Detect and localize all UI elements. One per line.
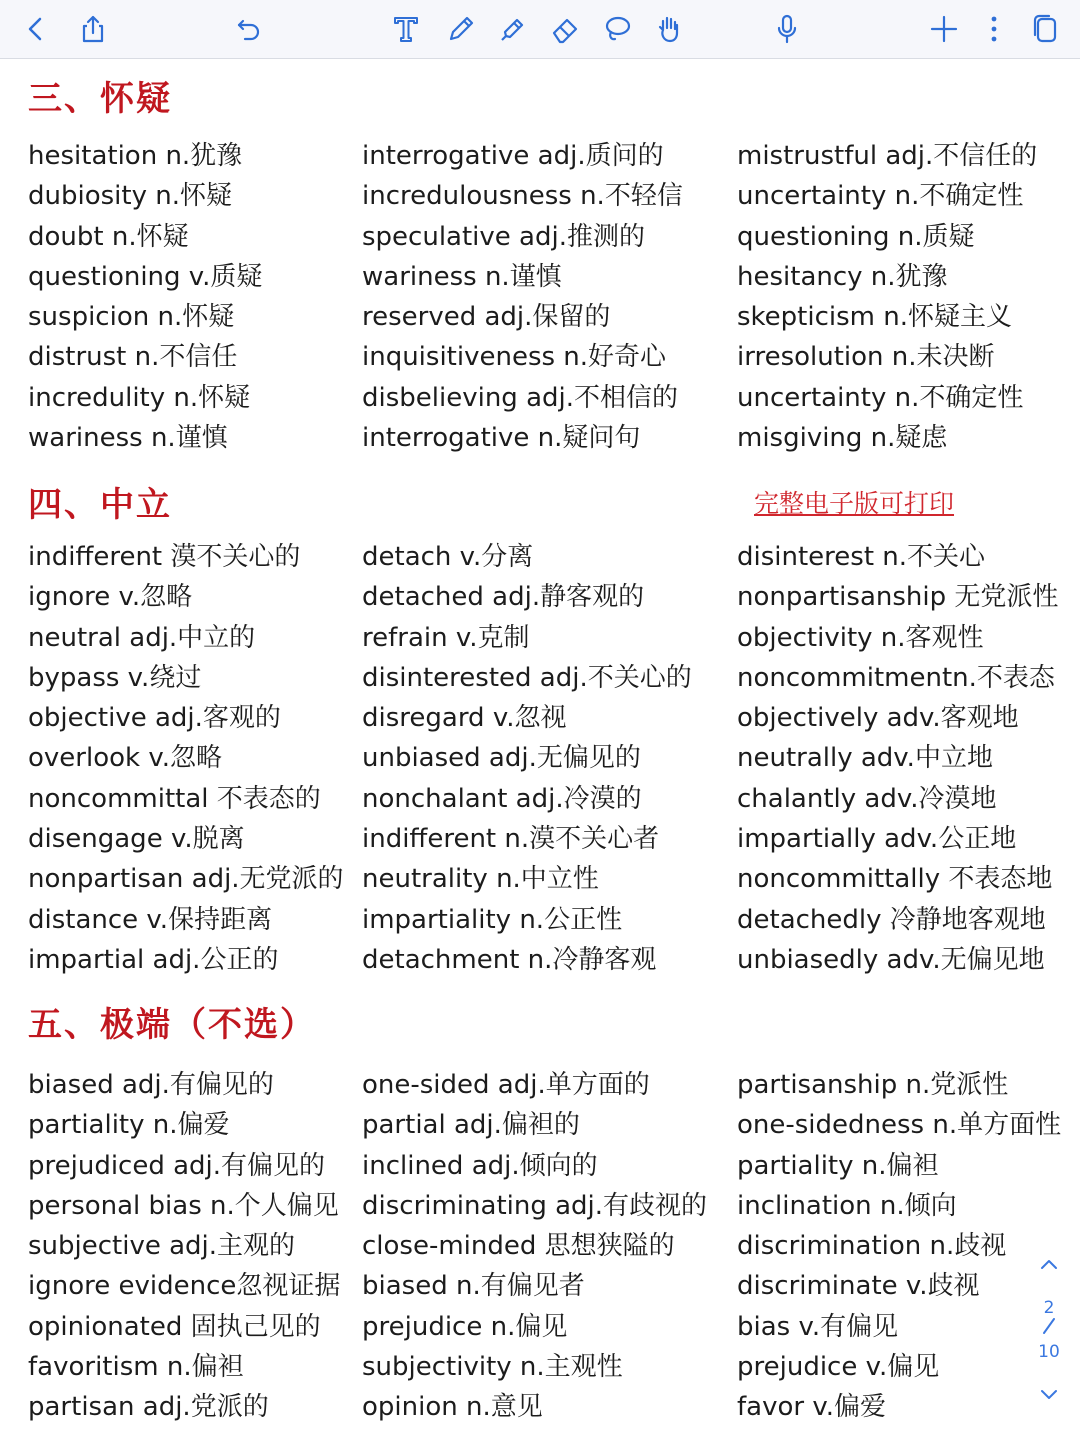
section-doubt-column-3 xyxy=(737,136,1072,458)
vocab-entry: disinterest n.不关心 xyxy=(737,542,986,572)
vocab-entry: objective adj.客观的 xyxy=(28,703,281,734)
vocab-entry: bias v.有偏见 xyxy=(737,1311,899,1342)
vocab-entry: discrimination n.歧视 xyxy=(737,1231,1007,1262)
vocab-entry: questioning v.质疑 xyxy=(28,261,263,292)
page-down-icon[interactable] xyxy=(1035,1385,1063,1405)
page-separator xyxy=(1039,1316,1059,1336)
more-icon[interactable] xyxy=(975,10,1013,48)
section-title-doubt: 三、怀疑 xyxy=(28,79,172,119)
vocab-entry: overlook v.忽略 xyxy=(28,743,222,774)
vocab-entry: noncommittal 不表态的 xyxy=(28,783,321,814)
vocab-entry: favoritism n.偏袒 xyxy=(28,1352,244,1383)
vocab-entry: personal bias n.个人偏见 xyxy=(28,1190,339,1221)
share-icon[interactable] xyxy=(74,10,112,48)
vocab-entry: wariness n.谨慎 xyxy=(362,261,562,292)
vocab-entry: dubiosity n.怀疑 xyxy=(28,181,232,212)
vocab-entry: suspicion n.怀疑 xyxy=(28,302,235,333)
vocab-entry: irresolution n.未决断 xyxy=(737,342,995,373)
vocab-entry: disinterested adj.不关心的 xyxy=(362,662,692,693)
vocab-entry: partiality n.偏袒 xyxy=(737,1150,939,1181)
vocab-entry: close-minded 思想狭隘的 xyxy=(362,1231,675,1262)
vocab-entry: neutral adj.中立的 xyxy=(28,622,256,653)
vocab-entry: disregard v.忽视 xyxy=(362,703,567,734)
eraser-icon[interactable] xyxy=(546,10,584,48)
vocab-entry: nonpartisanship 无党派性 xyxy=(737,582,1059,613)
hand-icon[interactable] xyxy=(650,10,688,48)
vocab-entry: prejudiced adj.有偏见的 xyxy=(28,1150,326,1181)
vocab-entry: unbiased adj.无偏见的 xyxy=(362,743,641,774)
pages-icon[interactable] xyxy=(1026,10,1064,48)
vocab-entry: unbiasedly adv.无偏见地 xyxy=(737,944,1045,975)
vocab-entry: detachedly 冷静地客观地 xyxy=(737,904,1046,935)
vocab-entry: detach v.分离 xyxy=(362,542,534,572)
vocab-entry: hesitancy n.犹豫 xyxy=(737,261,948,292)
vocab-entry: detached adj.静客观的 xyxy=(362,582,645,613)
total-pages-number: 10 xyxy=(1038,1342,1060,1362)
vocab-entry: neutrality n.中立性 xyxy=(362,864,599,895)
print-version-link[interactable]: 完整电子版可打印 xyxy=(754,489,955,518)
vocab-entry: one-sided adj.单方面的 xyxy=(362,1070,650,1100)
vocab-entry: refrain v.克制 xyxy=(362,622,530,653)
section-title-neutral: 四、中立 xyxy=(28,485,172,525)
vocab-entry: impartiality n.公正性 xyxy=(362,904,623,935)
vocab-entry: speculative adj.推测的 xyxy=(362,221,645,252)
vocab-entry: disengage v.脱离 xyxy=(28,824,245,855)
vocab-entry: subjective adj.主观的 xyxy=(28,1231,296,1262)
vocab-entry: objectivity n.客观性 xyxy=(737,622,984,653)
vocab-entry: inquisitiveness n.好奇心 xyxy=(362,342,667,373)
vocab-entry: interrogative adj.质问的 xyxy=(362,141,664,171)
vocab-entry: indifferent n.漠不关心者 xyxy=(362,824,660,855)
vocab-entry: inclined adj.倾向的 xyxy=(362,1150,598,1181)
vocab-entry: hesitation n.犹豫 xyxy=(28,141,243,171)
vocab-entry: nonchalant adj.冷漠的 xyxy=(362,783,642,814)
vocab-entry: one-sidedness n.单方面性 xyxy=(737,1110,1062,1141)
section-extreme-column-3 xyxy=(737,1065,1072,1428)
vocab-entry: incredulity n.怀疑 xyxy=(28,382,251,413)
vocab-entry: disbelieving adj.不相信的 xyxy=(362,382,678,413)
vocab-entry: detachment n.冷静客观 xyxy=(362,944,657,975)
highlighter-icon[interactable] xyxy=(494,10,532,48)
vocab-entry: questioning n.质疑 xyxy=(737,221,975,252)
vocab-entry: ignore evidence忽视证据 xyxy=(28,1271,341,1302)
vocab-entry: partisan adj.党派的 xyxy=(28,1392,269,1423)
vocab-entry: uncertainty n.不确定性 xyxy=(737,181,1024,212)
page-up-icon[interactable] xyxy=(1035,1254,1063,1274)
vocab-entry: chalantly adv.冷漠地 xyxy=(737,783,997,814)
section-doubt-column-2 xyxy=(362,136,707,458)
pen-icon[interactable] xyxy=(442,10,480,48)
vocab-entry: ignore v.忽略 xyxy=(28,582,193,613)
vocab-entry: opinion n.意见 xyxy=(362,1392,543,1423)
vocab-entry: incredulousness n.不轻信 xyxy=(362,181,683,212)
vocab-entry: favor v.偏爱 xyxy=(737,1392,886,1423)
document-page xyxy=(0,59,1080,1440)
section-neutral-column-1 xyxy=(28,537,373,980)
microphone-icon[interactable] xyxy=(768,10,806,48)
vocab-entry: distance v.保持距离 xyxy=(28,904,273,935)
vocab-entry: neutrally adv.中立地 xyxy=(737,743,993,774)
vocab-entry: distrust n.不信任 xyxy=(28,342,238,373)
section-doubt-column-1 xyxy=(28,136,373,458)
vocab-entry: opinionated 固执己见的 xyxy=(28,1311,321,1342)
toolbar xyxy=(0,0,1080,59)
vocab-entry: impartially adv.公正地 xyxy=(737,824,1017,855)
vocab-entry: indifferent 漠不关心的 xyxy=(28,542,301,572)
vocab-entry: misgiving n.疑虑 xyxy=(737,423,948,454)
undo-icon[interactable] xyxy=(230,10,268,48)
vocab-entry: partial adj.偏袒的 xyxy=(362,1110,580,1141)
vocab-entry: discriminate v.歧视 xyxy=(737,1271,980,1302)
section-title-extreme: 五、极端（不选） xyxy=(28,1005,316,1045)
vocab-entry: prejudice v.偏见 xyxy=(737,1352,940,1383)
page-navigator xyxy=(1028,1250,1070,1410)
add-page-icon[interactable] xyxy=(925,10,963,48)
vocab-entry: nonpartisan adj.无党派的 xyxy=(28,864,344,895)
text-tool-icon[interactable] xyxy=(387,10,425,48)
vocab-entry: noncommittally 不表态地 xyxy=(737,864,1053,895)
current-page-number: 2 xyxy=(1043,1298,1055,1318)
vocab-entry: inclination n.倾向 xyxy=(737,1190,957,1221)
vocab-entry: objectively adv.客观地 xyxy=(737,703,1019,734)
vocab-entry: reserved adj.保留的 xyxy=(362,302,611,333)
vocab-entry: biased n.有偏见者 xyxy=(362,1271,585,1302)
vocab-entry: discriminating adj.有歧视的 xyxy=(362,1190,708,1221)
section-neutral-column-3 xyxy=(737,537,1072,980)
vocab-entry: impartial adj.公正的 xyxy=(28,944,279,975)
back-icon[interactable] xyxy=(16,10,54,48)
vocab-entry: noncommitmentn.不表态 xyxy=(737,662,1055,693)
vocab-entry: skepticism n.怀疑主义 xyxy=(737,302,1012,333)
vocab-entry: partisanship n.党派性 xyxy=(737,1070,1009,1100)
section-neutral-column-2 xyxy=(362,537,707,980)
vocab-entry: subjectivity n.主观性 xyxy=(362,1352,623,1383)
section-extreme-column-1 xyxy=(28,1065,373,1428)
vocab-entry: partiality n.偏爱 xyxy=(28,1110,230,1141)
vocab-entry: doubt n.怀疑 xyxy=(28,221,189,252)
vocab-entry: wariness n.谨慎 xyxy=(28,423,228,454)
vocab-entry: bypass v.绕过 xyxy=(28,662,202,693)
section-extreme-column-2 xyxy=(362,1065,707,1428)
lasso-icon[interactable] xyxy=(598,10,636,48)
vocab-entry: biased adj.有偏见的 xyxy=(28,1070,274,1100)
vocab-entry: interrogative n.疑问句 xyxy=(362,423,641,454)
vocab-entry: uncertainty n.不确定性 xyxy=(737,382,1024,413)
vocab-entry: mistrustful adj.不信任的 xyxy=(737,141,1038,171)
vocab-entry: prejudice n.偏见 xyxy=(362,1311,568,1342)
